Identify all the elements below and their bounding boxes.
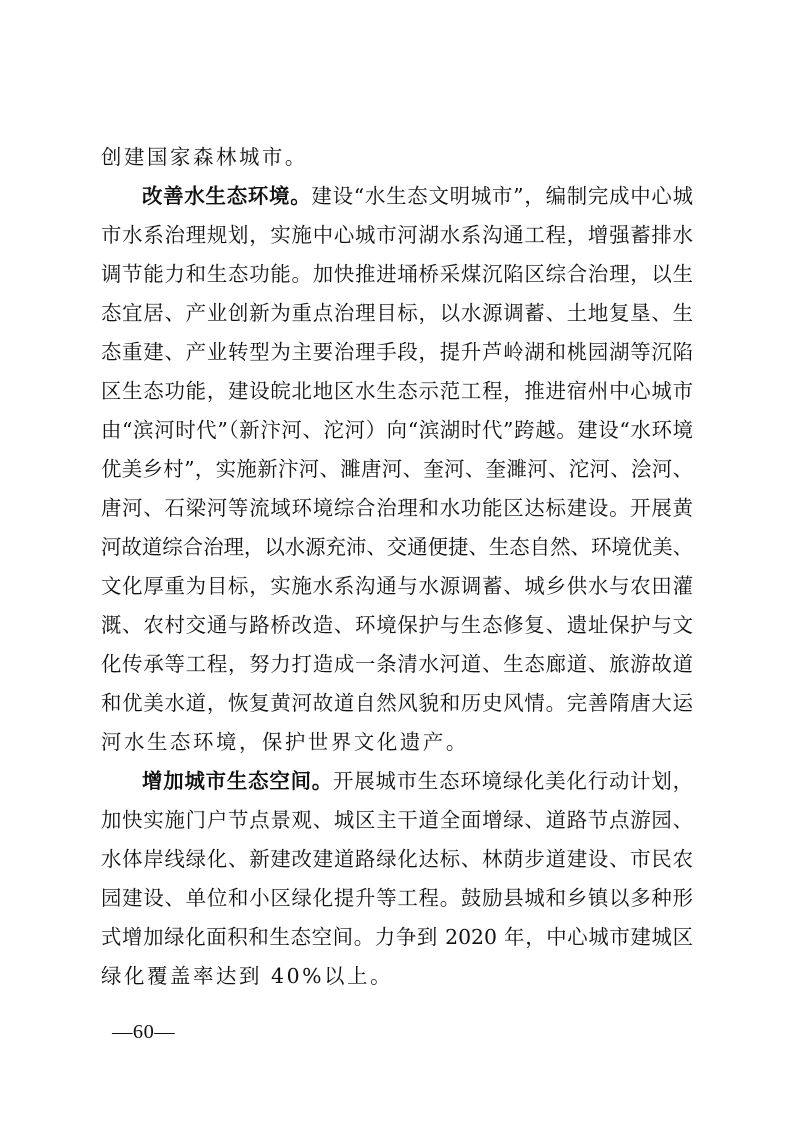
text-line: 化传承等工程，努力打造成一条清水河道、生态廊道、旅游故道	[101, 652, 693, 676]
text-line: 河水生态环境，保护世界文化遗产。	[101, 730, 469, 754]
text-line: 态重建、产业转型为主要治理手段，提升芦岭湖和桃园湖等沉陷	[101, 340, 693, 364]
text-line: 绿化覆盖率达到 40%以上。	[101, 964, 394, 988]
text-line: 文化厚重为目标，实施水系沟通与水源调蓄、城乡供水与农田灌	[101, 574, 693, 598]
section-heading: 增加城市生态空间。	[142, 769, 334, 793]
paragraph-first-line	[142, 178, 693, 214]
paragraph-first-line	[142, 763, 693, 799]
section-heading: 改善水生态环境。	[142, 184, 312, 208]
text-line: 水体岸线绿化、新建改建道路绿化达标、林荫步道建设、市民农	[101, 847, 693, 871]
text-line: 加快实施门户节点景观、城区主干道全面增绿、道路节点游园、	[101, 808, 693, 832]
text-line: 区生态功能，建设皖北地区水生态示范工程，推进宿州中心城市	[101, 379, 693, 403]
text-line: 调节能力和生态功能。加快推进埇桥采煤沉陷区综合治理，以生	[101, 262, 693, 286]
paragraph-text: 建设“水生态文明城市”，编制完成中心城	[311, 184, 693, 208]
text-line: 创建国家森林城市。	[101, 145, 308, 169]
text-line: 态宜居、产业创新为重点治理目标，以水源调蓄、土地复垦、生	[101, 301, 693, 325]
text-line: 优美乡村”，实施新汴河、濉唐河、奎河、奎濉河、沱河、浍河、	[101, 457, 693, 481]
text-line: 园建设、单位和小区绿化提升等工程。鼓励县城和乡镇以多种形	[101, 886, 693, 910]
text-line: 和优美水道，恢复黄河故道自然风貌和历史风情。完善隋唐大运	[101, 691, 693, 715]
text-line: 市水系治理规划，实施中心城市河湖水系沟通工程，增强蓄排水	[101, 223, 693, 247]
paragraph-text: 开展城市生态环境绿化美化行动计划，	[333, 769, 694, 793]
text-line: 河故道综合治理，以水源充沛、交通便捷、生态自然、环境优美、	[101, 535, 693, 559]
text-line: 式增加绿化面积和生态空间。力争到 2020 年，中心城市建城区	[101, 925, 693, 949]
text-line: 溉、农村交通与路桥改造、环境保护与生态修复、遗址保护与文	[101, 613, 693, 637]
page-number: —60—	[112, 1021, 176, 1043]
text-line: 唐河、石梁河等流域环境综合治理和水功能区达标建设。开展黄	[101, 496, 693, 520]
text-line: 由“滨河时代”（新汴河、沱河）向“滨湖时代”跨越。建设“水环境	[101, 418, 693, 442]
